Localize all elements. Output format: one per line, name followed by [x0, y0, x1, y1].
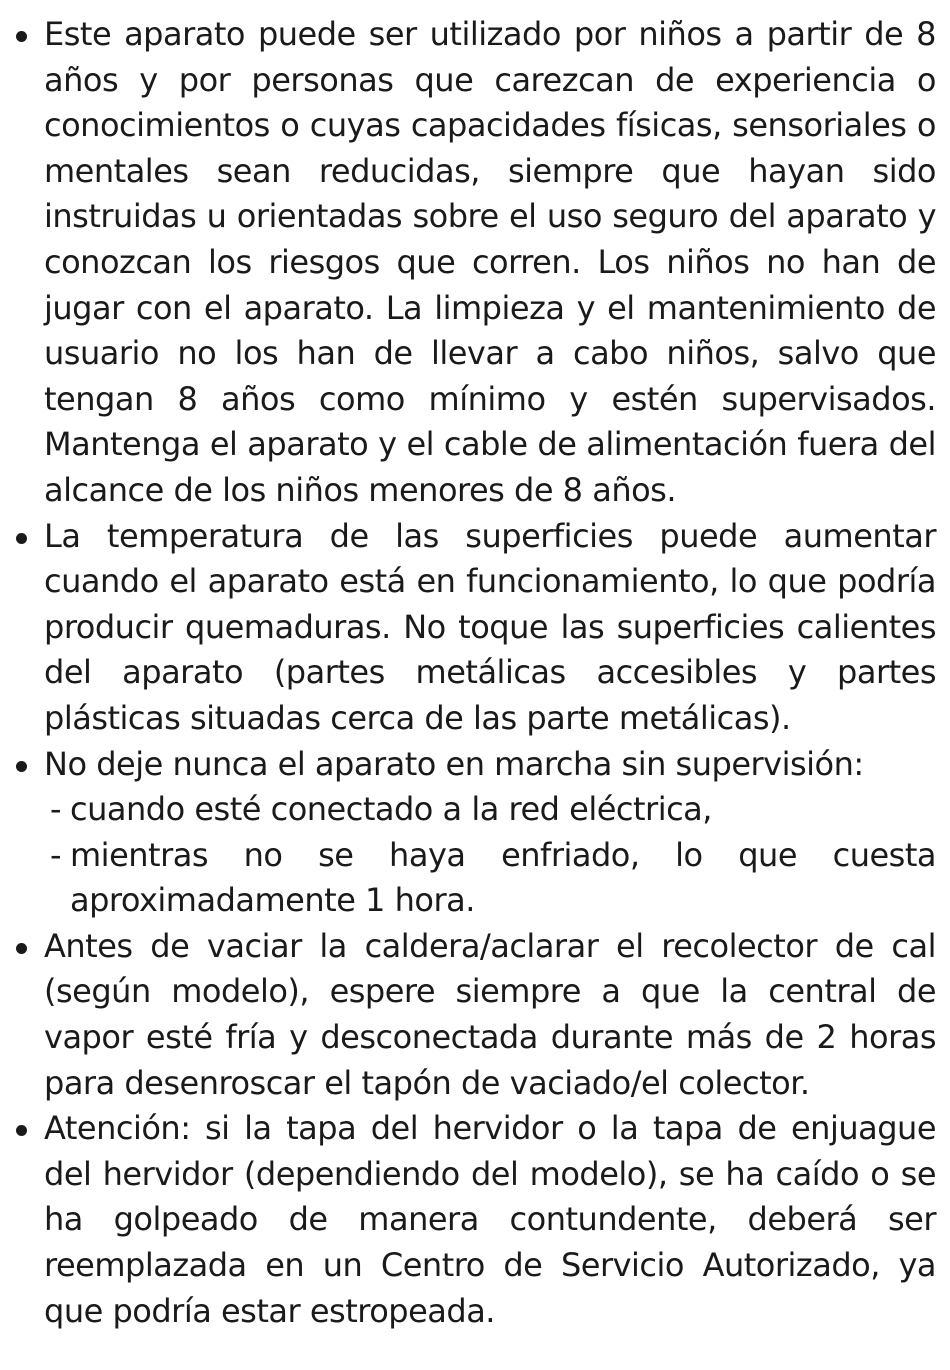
- bullet-text: La temperatura de las superficies puede aumentar cuando el aparato está en funcionamiento, lo que podría producir quemaduras. No toque las superficies calientes del aparato (partes metálicas accesibles y partes plásticas situadas cerca de las parte metálicas).: [44, 516, 936, 737]
- instructions-page: [0, 12, 950, 1334]
- bullet-item-empty-boiler: [0, 924, 950, 1106]
- bullet-text: Este aparato puede ser utilizado por niños a partir de 8 años y por personas que carezcan de experiencia o conocimientos o cuyas capacidades físicas, sensoriales o mentales sean reducidas, siempre que hayan sido instruidas u orientadas sobre el uso seguro del aparato y conozcan los riesgos que corren. Los niños no han de jugar con el aparato. La limpieza y el mantenimiento de usuario no los han de llevar a cabo niños, salvo que tengan 8 años como mínimo y estén supervisados. Mantenga el aparato y el cable de alimentación fuera del alcance de los niños menores de 8 años.: [44, 15, 936, 509]
- bullet-item-attention-lid: [0, 1106, 950, 1334]
- dash-marker: -: [50, 835, 62, 874]
- sub-item-cooling: [0, 833, 950, 924]
- bullet-item-children-use: [0, 12, 950, 514]
- sub-item-connected: [0, 787, 950, 833]
- bullet-item-surface-temperature: [0, 514, 950, 742]
- dash-marker: -: [50, 790, 62, 829]
- sub-item-text: cuando esté conectado a la red eléctrica,: [70, 790, 712, 829]
- bullet-text: Antes de vaciar la caldera/aclarar el recolector de cal (según modelo), espere siempre a que la central de vapor esté fría y desconectada durante más de 2 horas para desenroscar el tapón de vaciado/el colector.: [44, 926, 936, 1102]
- bullet-text: Atención: si la tapa del hervidor o la tapa de enjuague del hervidor (dependiendo del modelo), se ha caído o se ha golpeado de manera contundente, deberá ser reemplazada en un Centro de Servicio Autorizado, ya que podría estar estropeada.: [44, 1109, 936, 1330]
- bullet-item-supervision: [0, 742, 950, 788]
- sub-item-text: mientras no se haya enfriado, lo que cuesta aproximadamente 1 hora.: [70, 835, 936, 920]
- bullet-text: No deje nunca el aparato en marcha sin supervisión:: [44, 744, 864, 783]
